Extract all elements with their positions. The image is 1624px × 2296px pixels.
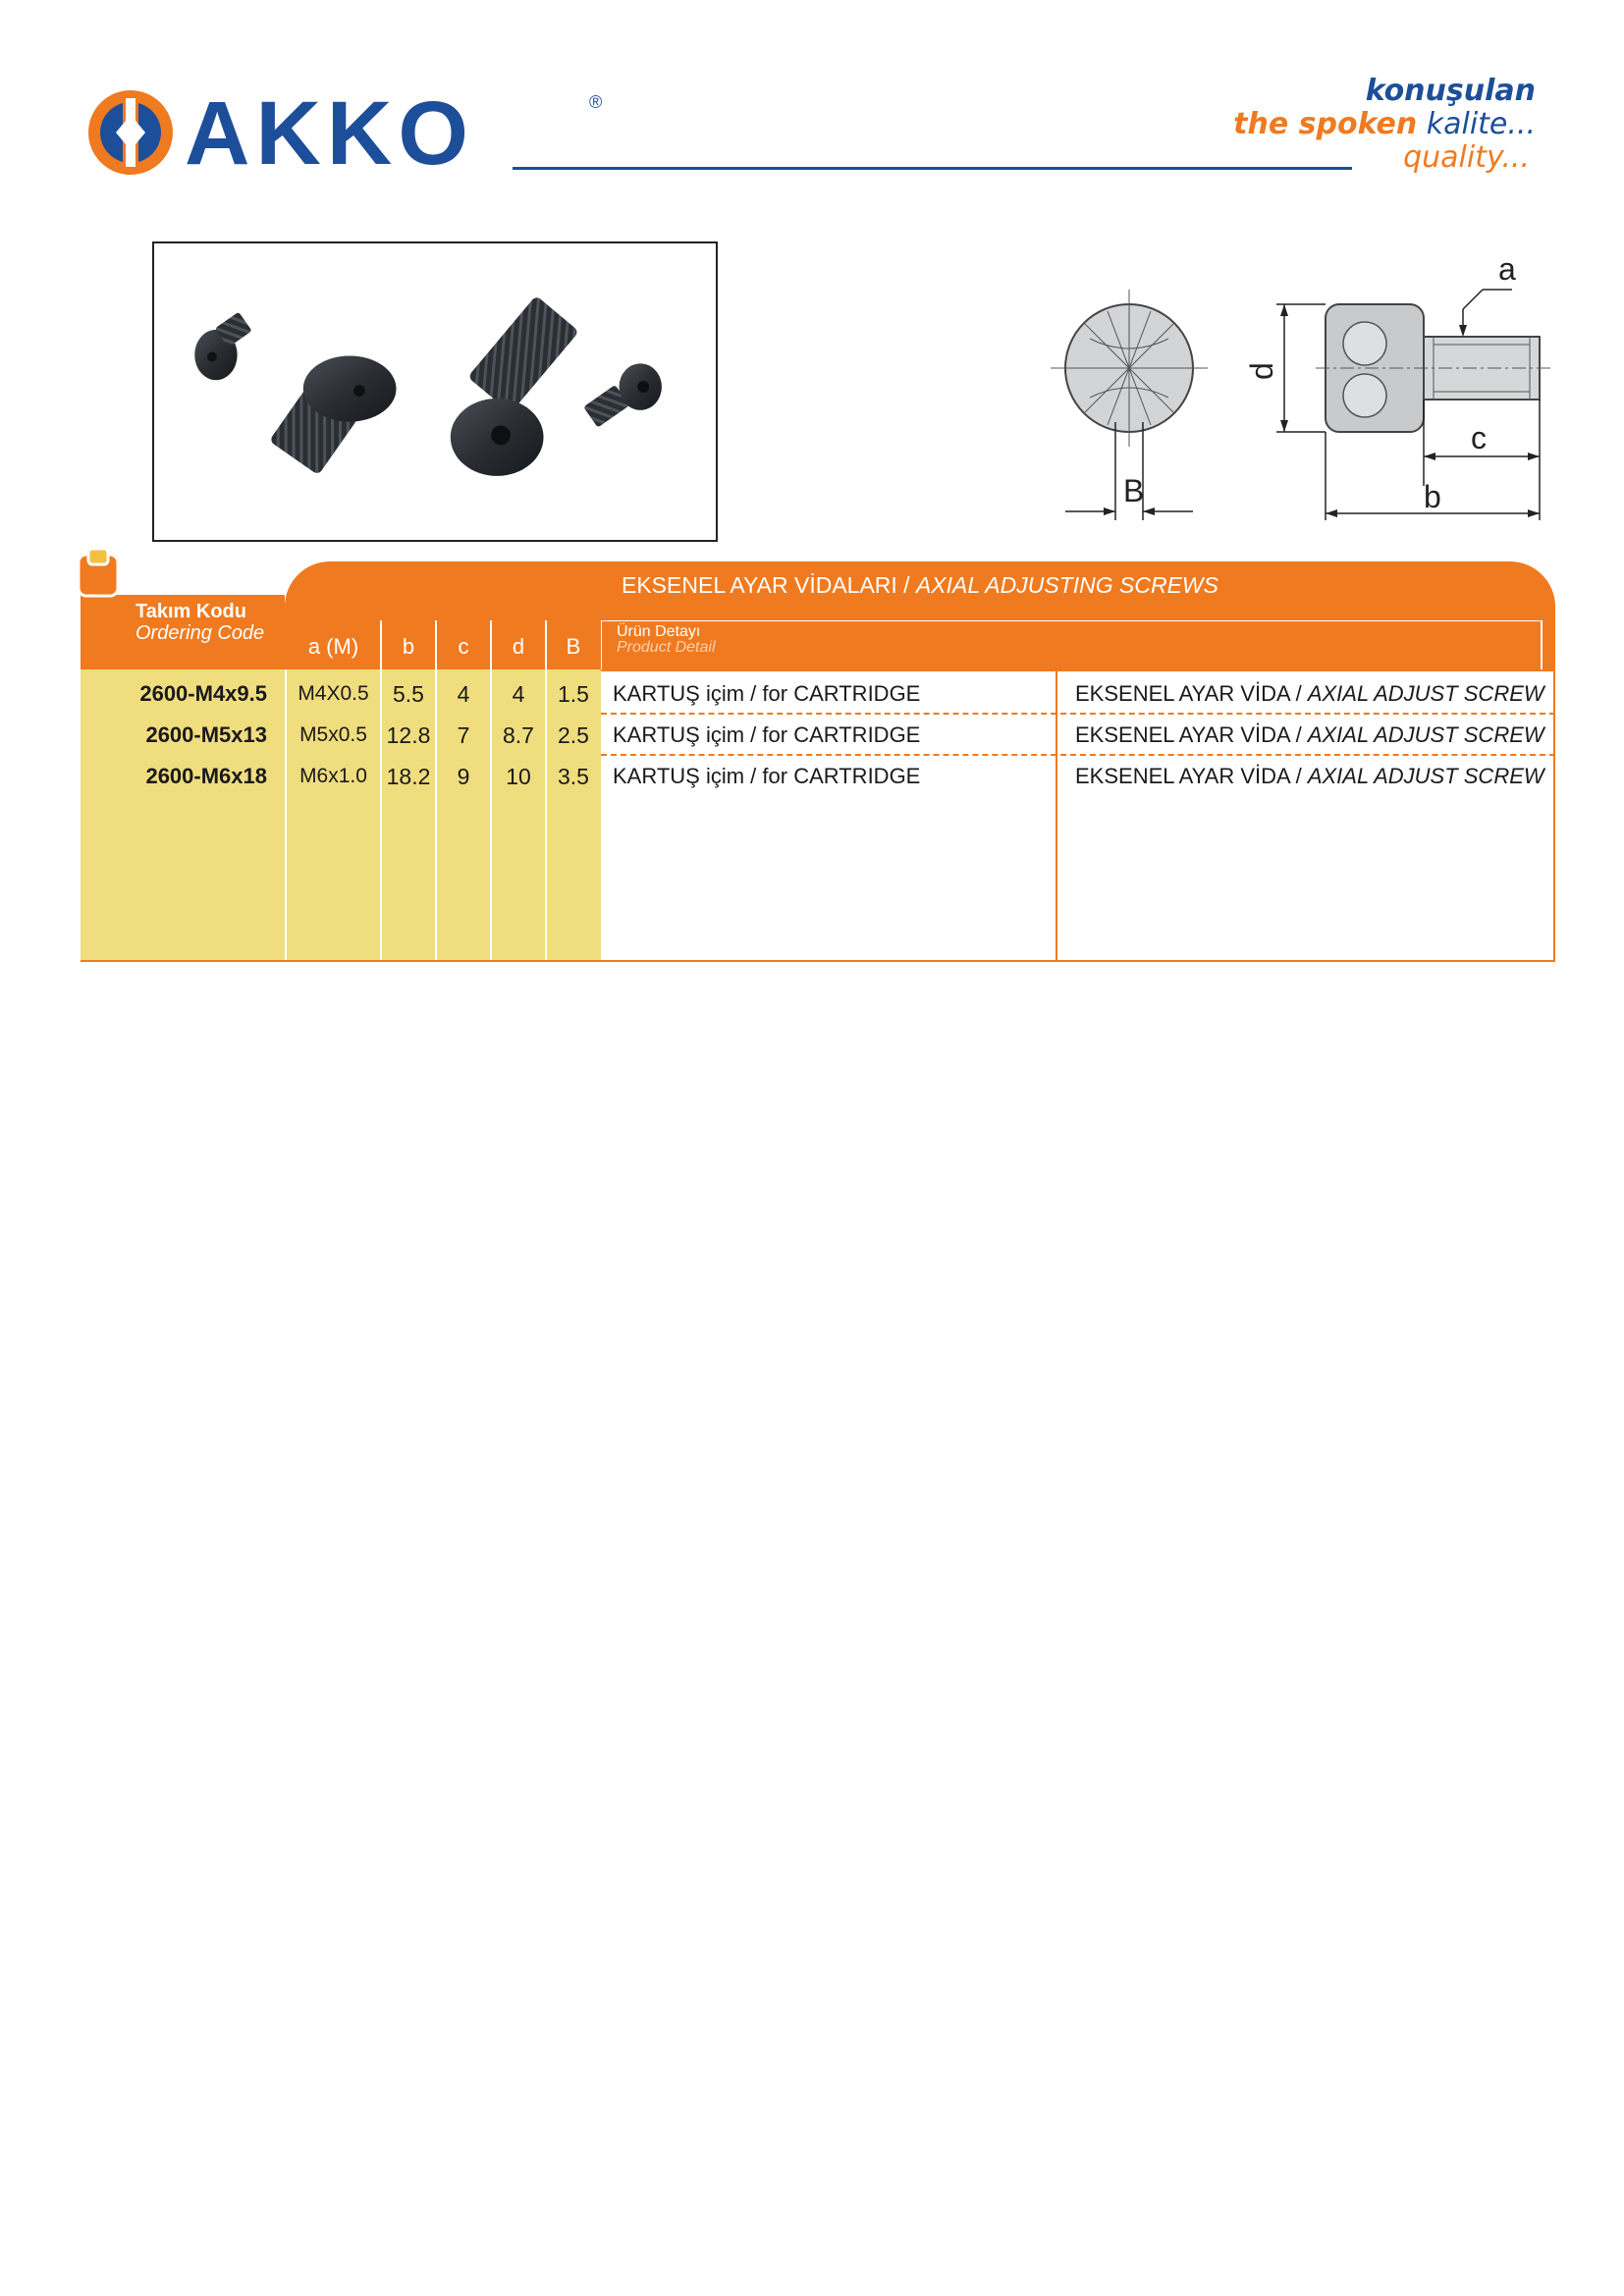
col-header-B: B <box>566 634 581 659</box>
detail-type: EKSENEL AYAR VİDA / AXIAL ADJUST SCREW <box>1075 764 1544 788</box>
ordering-code-header <box>81 595 285 669</box>
slogan <box>1233 75 1536 175</box>
cell-a: M5x0.5 <box>299 723 367 746</box>
slogan-line-2 <box>1233 108 1536 141</box>
screw-large <box>451 295 579 476</box>
detail-type: EKSENEL AYAR VİDA / AXIAL ADJUST SCREW <box>1075 722 1544 747</box>
product-detail-header-tr: Ürün Detayı <box>617 623 701 640</box>
slogan-line-2-b: kalite... <box>1426 107 1536 141</box>
cell-a: M4X0.5 <box>298 682 369 705</box>
detail-header-tab <box>601 620 1555 669</box>
product-detail-header-en: Product Detail <box>617 639 716 656</box>
detail-usage-en: for CARTRIDGE <box>762 722 921 747</box>
table-row <box>81 715 1555 756</box>
cell-a: M6x1.0 <box>299 765 367 787</box>
detail-usage-en: for CARTRIDGE <box>762 764 921 788</box>
table-title-en: AXIAL ADJUSTING SCREWS <box>915 572 1218 598</box>
brand-logo <box>86 83 603 184</box>
cell-b: 5.5 <box>393 681 424 707</box>
ordering-code-header-tr: Takım Kodu <box>135 601 246 622</box>
cell-d: 4 <box>512 681 525 707</box>
side-view <box>1276 290 1551 520</box>
cell-B: 3.5 <box>558 764 589 789</box>
col-header-c: c <box>458 634 469 659</box>
dim-label-a: a <box>1498 251 1516 287</box>
folder-tab-icon <box>77 549 120 598</box>
akko-emblem-icon <box>86 88 175 177</box>
table-title <box>285 572 1555 599</box>
registered-mark: ® <box>589 92 603 112</box>
dim-label-d: d <box>1244 362 1279 380</box>
table-bottom-rule <box>81 960 1555 962</box>
col-header-a: a (M) <box>307 634 359 659</box>
cell-c: 9 <box>457 764 470 789</box>
detail-type-tr: EKSENEL AYAR VİDA <box>1075 722 1290 747</box>
cell-c: 7 <box>457 722 470 748</box>
screws-illustration <box>154 243 716 540</box>
detail-top-rule <box>601 669 1555 671</box>
detail-type: EKSENEL AYAR VİDA / AXIAL ADJUST SCREW <box>1075 681 1544 706</box>
ordering-code: 2600-M4x9.5 <box>139 681 267 706</box>
detail-usage-tr: KARTUŞ içim <box>613 681 745 706</box>
slogan-line-1: konuşulan <box>1365 74 1536 108</box>
cell-B: 1.5 <box>558 681 589 707</box>
screw-small-right <box>583 363 662 427</box>
table-title-sep: / <box>896 572 916 598</box>
detail-type-en: AXIAL ADJUST SCREW <box>1307 764 1544 788</box>
table-row <box>81 756 1555 797</box>
dim-label-B: B <box>1123 473 1145 508</box>
cell-c: 4 <box>457 681 470 707</box>
detail-type-en: AXIAL ADJUST SCREW <box>1307 681 1544 706</box>
screw-medium <box>269 355 397 475</box>
ordering-code: 2600-M6x18 <box>145 764 267 788</box>
product-photo <box>152 241 718 542</box>
ordering-code: 2600-M5x13 <box>145 722 267 747</box>
detail-type-tr: EKSENEL AYAR VİDA <box>1075 764 1290 788</box>
ordering-code-header-en: Ordering Code <box>135 622 265 644</box>
col-header-d: d <box>512 634 525 659</box>
detail-usage-en: for CARTRIDGE <box>762 681 921 706</box>
cell-B: 2.5 <box>558 722 589 748</box>
cell-b: 12.8 <box>386 722 431 748</box>
brand-name: AKKO <box>185 83 474 184</box>
detail-usage-tr: KARTUŞ içim <box>613 722 745 747</box>
detail-usage: KARTUŞ içim / for CARTRIDGE <box>613 764 921 788</box>
table-title-tr: EKSENEL AYAR VİDALARI <box>622 572 897 598</box>
slogan-line-3: quality... <box>1403 140 1530 175</box>
table-row <box>81 673 1555 715</box>
dim-label-b: b <box>1424 479 1441 514</box>
detail-usage: KARTUŞ içim / for CARTRIDGE <box>613 722 921 747</box>
dim-label-c: c <box>1471 420 1487 455</box>
detail-usage: KARTUŞ içim / for CARTRIDGE <box>613 681 921 706</box>
cell-d: 8.7 <box>503 722 534 748</box>
product-detail-header <box>617 624 716 656</box>
detail-usage-tr: KARTUŞ içim <box>613 764 745 788</box>
detail-type-en: AXIAL ADJUST SCREW <box>1307 722 1544 747</box>
slogan-line-2-a: the spoken <box>1233 107 1418 141</box>
cell-b: 18.2 <box>386 764 431 789</box>
header-rule <box>513 167 1352 170</box>
screw-small-left <box>194 312 251 381</box>
col-header-b: b <box>402 634 415 659</box>
detail-type-tr: EKSENEL AYAR VİDA <box>1075 681 1290 706</box>
cell-d: 10 <box>506 764 531 789</box>
technical-drawing <box>1031 250 1551 530</box>
